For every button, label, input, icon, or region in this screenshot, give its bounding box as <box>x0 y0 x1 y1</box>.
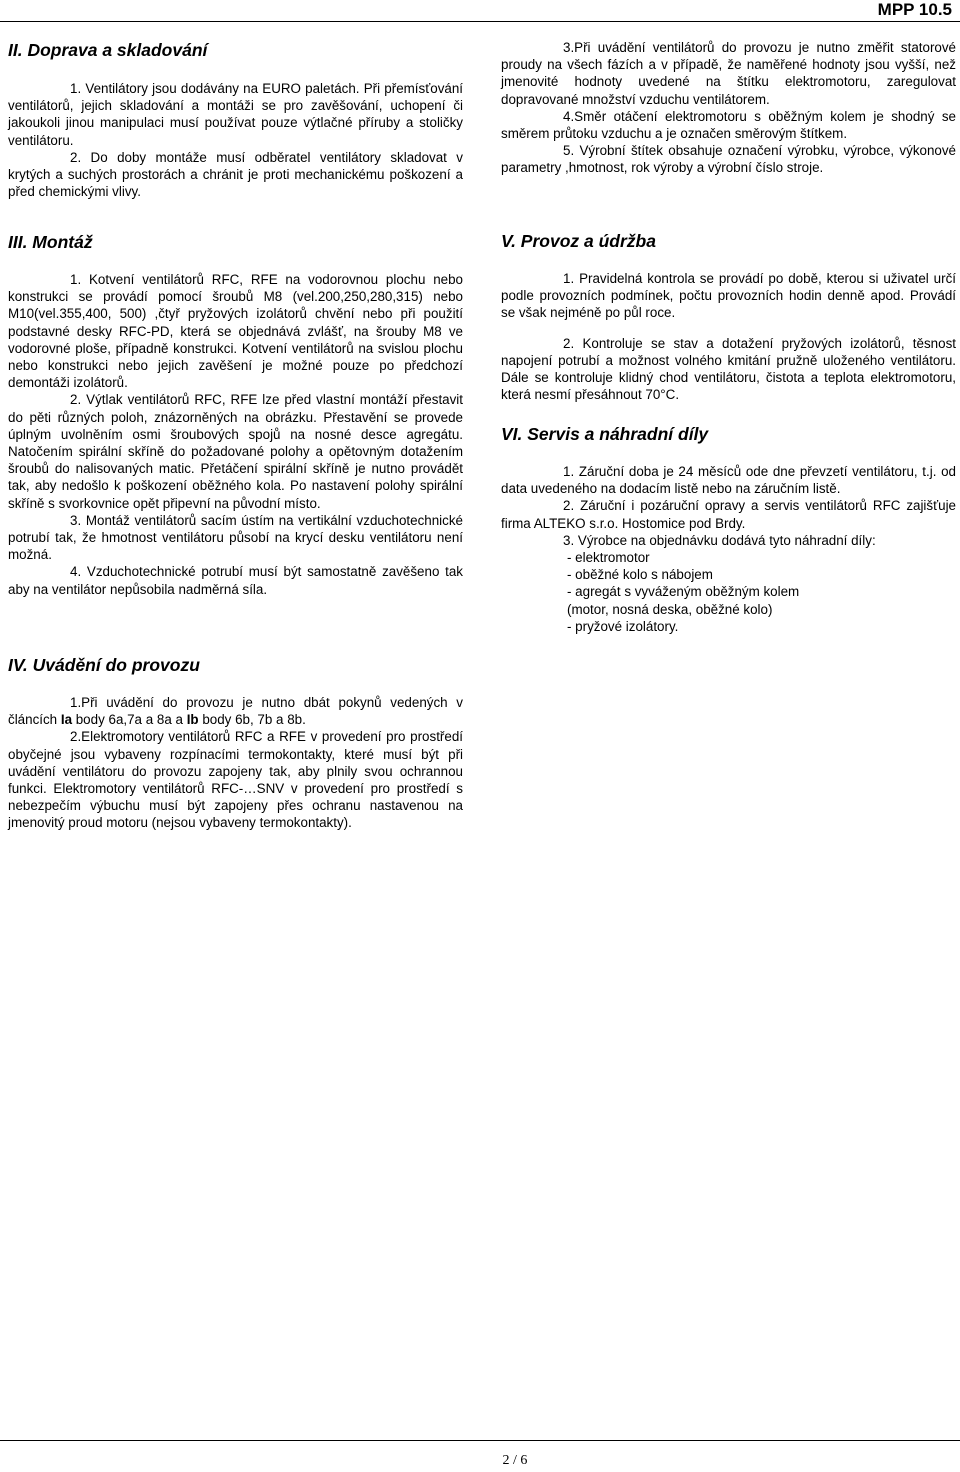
section-v-title: V. Provoz a údržba <box>501 231 656 251</box>
list-item: - oběžné kolo s nábojem <box>567 567 713 583</box>
section-iii-title: III. Montáž <box>8 232 93 252</box>
section-v-paragraph-2: 2. Kontroluje se stav a dotažení pryžových izolátorů, těsnost napojení potrubí a možnost volného kmitání pružně uloženého ventilátoru. Dále se kontroluje klidný chod ventilátoru, čistota a teplota elektromotoru, která nesmí přesáhnout 70°C. <box>501 335 956 403</box>
section-iv-paragraph-1: 1.Při uvádění do provozu je nutno dbát pokynů vedených v článcích Ia body 6a,7a a 8a a Ib body 6b, 7b a 8b. <box>8 695 463 728</box>
section-ii-body <box>8 80 463 200</box>
article-ref-ia: Ia <box>60 712 73 728</box>
article-ref-ib: Ib <box>186 712 199 728</box>
page-number: 2 / 6 <box>502 1453 528 1468</box>
section-iii-paragraph-3: 3. Montáž ventilátorů sacím ústím na vertikální vzduchotechnické potrubí tak, že hmotnost ventilátoru působí na krycí desku ventilátoru není možná. <box>8 512 463 563</box>
section-ii-title: II. Doprava a skladování <box>8 40 208 60</box>
section-vi-title: VI. Servis a náhradní díly <box>501 424 709 444</box>
section-ii-paragraph-5: 5. Výrobní štítek obsahuje označení výrobku, výrobce, výkonové parametry ,hmotnost, rok výroby a výrobní číslo stroje. <box>501 143 956 176</box>
section-iii-paragraph-4: 4. Vzduchotechnické potrubí musí být samostatně zavěšeno tak aby na ventilátor nepůsobila nadměrná síla. <box>8 564 463 597</box>
header-rule <box>0 21 960 22</box>
section-v-paragraph-1: 1. Pravidelná kontrola se provádí po době, kterou si uživatel určí podle provozních podmínek, počtu provozních hodin denně apod. Provádí se však nejméně po půl roce. <box>501 271 956 321</box>
section-vi-paragraph-1: 1. Záruční doba je 24 měsíců ode dne převzetí ventilátoru, t.j. od data uvedeného na dodacím listě nebo na záručním listě. <box>501 464 956 497</box>
footer-rule <box>0 1440 960 1441</box>
section-iv-body <box>8 694 463 832</box>
section-iii-paragraph-1: 1. Kotvení ventilátorů RFC, RFE na vodorovnou plochu nebo konstrukci se provádí pomocí šroubů M8 (vel.200,250,280,315) nebo M10(vel.355,400, 500) ,čtyř pryžových izolátorů chvění nebo při použití podstavné desky RFC-PD, která se objednává zvlášť, na šrouby M8 ve vodorovné ploše, případně konstrukci. Kotvení ventilátorů na svislou plochu nebo konstrukci nebo jejich zavěšení je možné pouze po předchozí demontáži izolátorů. <box>8 272 463 391</box>
document-code: MPP 10.5 <box>877 0 952 19</box>
section-ii-paragraph-4: 4.Směr otáčení elektromotoru s oběžným kolem je shodný se směrem průtoku vzduchu a je označen směrovým štítkem. <box>501 108 956 142</box>
spare-parts-list <box>501 549 956 635</box>
section-vi-paragraph-3: 3. Výrobce na objednávku dodává tyto náhradní díly: <box>563 532 876 548</box>
section-iv-paragraph-2: 2.Elektromotory ventilátorů RFC a RFE v provedení pro prostředí obyčejné jsou vybaveny rozpínacími termokontakty, které musí být při uvádění ventilátoru do provozu zapojeny tak, aby plnily svou ochrannou funkci. Elektromotory ventilátorů RFC-…SNV v provedení pro prostředí s nebezpečím výbuchu musí být zapojeny přes ochranu nastavenou na jmenovitý proud motoru (nejsou vybaveny termokontakty). <box>8 729 463 831</box>
list-item: - elektromotor <box>567 550 650 566</box>
section-ii-paragraph-2: 2. Do doby montáže musí odběratel ventilátory skladovat v krytých a suchých prostorách a chránit je proti mechanickému poškození a před chemickými vlivy. <box>8 149 463 200</box>
section-iv-title: IV. Uvádění do provozu <box>8 655 200 675</box>
section-vi-body <box>501 463 956 635</box>
section-ii-paragraph-1: 1. Ventilátory jsou dodávány na EURO paletách. Při přemísťování ventilátorů, jejich skladování a montáži se pro zavěšování, uchopení či jakoukoli jinou manipulaci musí používat pouze výtlačné příruby a stoličky ventilátoru. <box>8 81 463 148</box>
section-iii-body <box>8 271 463 598</box>
section-vi-paragraph-2: 2. Záruční i pozáruční opravy a servis ventilátorů RFC zajišťuje firma ALTEKO s.r.o. Hostomice pod Brdy. <box>501 498 956 531</box>
section-ii-continued <box>501 39 956 177</box>
section-iii-paragraph-2: 2. Výtlak ventilátorů RFC, RFE lze před vlastní montáží přestavit do pěti různých poloh, znázorněných na obrázku. Přestavění se provede úplným uvolněním osmi šroubových spojů na nosné desce agregátu. Natočením spirální skříně do požadované polohy a opětovným dotažením šroubů do nalisovaných matic. Přetáčení spirální skříně je nutno provádět tak, aby nedošlo k poškození oběžného kola. Po nastavení polohy spirální skříně s svorkovnice opět připevní na původní místo. <box>8 392 463 511</box>
list-item: (motor, nosná deska, oběžné kolo) <box>567 601 773 617</box>
list-item: - agregát s vyváženým oběžným kolem <box>567 584 800 600</box>
section-v-body <box>501 270 956 403</box>
list-item: - pryžové izolátory. <box>567 618 679 634</box>
section-ii-paragraph-3: 3.Při uvádění ventilátorů do provozu je nutno změřit statorové proudy na všech fázích a v případě, že naměřené hodnoty jsou vyšší, než jmenovité hodnoty uvedené na štítku elektromotoru, zaregulovat dopravované množství vzduchu ventilátorem. <box>501 40 956 107</box>
